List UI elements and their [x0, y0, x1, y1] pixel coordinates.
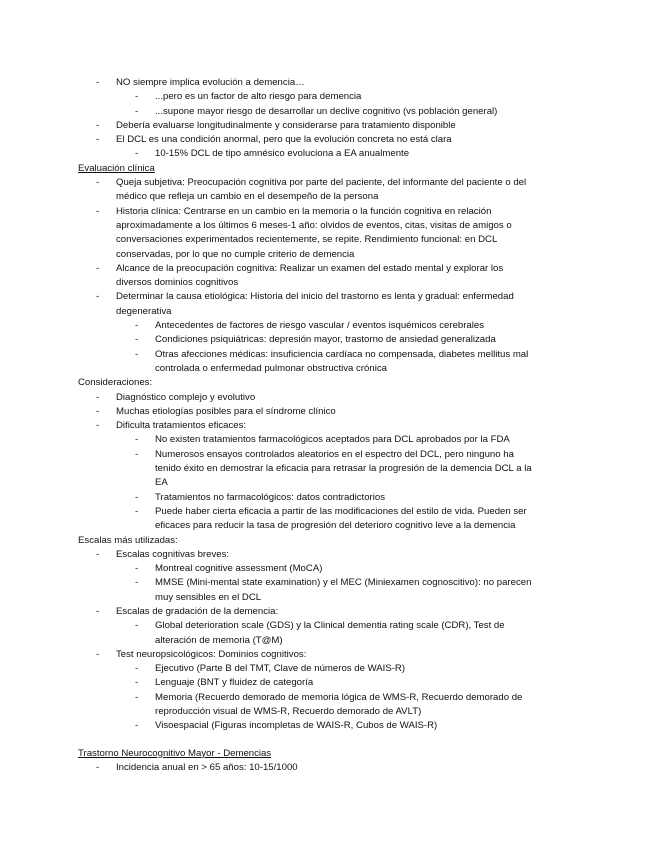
text-line [0, 348, 655, 362]
bullet-dash: - [135, 91, 139, 103]
bullet-dash: - [135, 563, 139, 575]
bullet-dash: - [135, 720, 139, 732]
bullet-dash: - [135, 148, 139, 160]
line-text: muy sensibles en el DCL [155, 591, 262, 603]
line-text: Muchas etiologías posibles para el síndrome clínico [116, 405, 336, 417]
line-text: conservadas, por lo que no cumple criterio de demencia [116, 248, 355, 260]
bullet-dash: - [96, 119, 100, 131]
line-text: Determinar la causa etiológica: Historia del inicio del trastorno es lenta y gradual: enfermedad [116, 291, 514, 303]
text-line [0, 76, 655, 90]
line-text: MMSE (Mini-mental state examination) y el MEC (Miniexamen cognoscitivo): no parecen [155, 577, 532, 589]
bullet-dash: - [135, 677, 139, 689]
text-line [0, 90, 655, 104]
text-line [0, 476, 655, 490]
line-text: Dificulta tratamientos eficaces: [116, 420, 247, 432]
line-text: Otras afecciones médicas: insuficiencia cardíaca no compensada, diabetes mellitus mal [155, 348, 529, 360]
bullet-dash: - [135, 620, 139, 632]
line-text: Montreal cognitive assessment (MoCA) [155, 563, 323, 575]
line-text: Condiciones psiquiátricas: depresión mayor, trastorno de ansiedad generalizada [155, 334, 496, 346]
line-text: controlada o enfermedad pulmonar obstructiva crónica [155, 362, 387, 374]
bullet-dash: - [96, 291, 100, 303]
line-text: Escalas de gradación de la demencia: [116, 605, 279, 617]
text-line [0, 176, 655, 190]
line-text: Antecedentes de factores de riesgo vascular / eventos isquémicos cerebrales [155, 320, 485, 332]
bullet-dash: - [135, 348, 139, 360]
bullet-dash: - [96, 77, 100, 88]
line-text: alteración de memoria (T@M) [155, 634, 283, 646]
text-line [0, 619, 655, 633]
text-line [0, 448, 655, 462]
line-text: ...pero es un factor de alto riesgo para demencia [155, 91, 362, 103]
line-text: Alcance de la preocupación cognitiva: Realizar un examen del estado mental y explorar los [116, 262, 504, 274]
line-text: Ejecutivo (Parte B del TMT, Clave de números de WAIS-R) [155, 663, 406, 675]
text-line [0, 305, 655, 319]
bullet-dash: - [96, 405, 100, 417]
line-text: No existen tratamientos farmacológicos aceptados para DCL aprobados por la FDA [155, 434, 510, 446]
document-page [0, 76, 655, 775]
text-line [0, 648, 655, 662]
text-line [0, 705, 655, 719]
text-line [0, 433, 655, 447]
bullet-dash: - [135, 434, 139, 446]
text-line [0, 548, 655, 562]
text-line [0, 519, 655, 533]
bullet-dash: - [96, 262, 100, 274]
text-line [0, 319, 655, 333]
bullet-dash: - [135, 491, 139, 503]
line-text: 10-15% DCL de tipo amnésico evoluciona a EA anualmente [155, 148, 410, 160]
line-text: Numerosos ensayos controlados aleatorios en el espectro del DCL, pero ninguno ha [155, 448, 514, 460]
line-text: aproximadamente a los últimos 6 meses-1 año: olvidos de eventos, citas, visitas de amigos o [116, 219, 512, 231]
line-text: NO siempre implica evolución a demencia… [116, 77, 305, 88]
section-heading [0, 162, 655, 176]
line-text: Incidencia anual en > 65 años: 10-15/1000 [116, 761, 298, 773]
text-line [0, 634, 655, 648]
bullet-dash: - [135, 448, 139, 460]
line-text: reproducción visual de WMS-R, Recuerdo demorado de AVLT) [155, 706, 422, 718]
text-line [0, 248, 655, 262]
text-line [0, 676, 655, 690]
line-text: Historia clínica: Centrarse en un cambio en la memoria o la función cognitiva en relación [116, 205, 492, 217]
line-text: eficaces para reducir la tasa de progresión del deterioro cognitivo leve a la demencia [155, 520, 516, 532]
text-line [0, 691, 655, 705]
text-line [0, 190, 655, 204]
spacer [0, 734, 655, 747]
line-text: Global deterioration scale (GDS) y la Clinical dementia rating scale (CDR), Test de [155, 620, 505, 632]
text-line [0, 205, 655, 219]
line-text: conversaciones experimentados recientemente, se repite. Rendimiento funcional: en DCL [116, 234, 498, 246]
bullet-dash: - [96, 134, 100, 146]
line-text: diversos dominios cognitivos [116, 277, 239, 289]
text-line [0, 147, 655, 161]
bullet-dash: - [96, 205, 100, 217]
bullet-dash: - [135, 691, 139, 703]
line-text: Escalas cognitivas breves: [116, 548, 230, 560]
text-line [0, 333, 655, 347]
line-text: degenerativa [116, 305, 172, 317]
text-line [0, 276, 655, 290]
text-line [0, 534, 655, 548]
text-line [0, 462, 655, 476]
line-text: Test neuropsicológicos: Dominios cognitivos: [116, 648, 307, 660]
text-line [0, 391, 655, 405]
text-line [0, 761, 655, 775]
line-text: Lenguaje (BNT y fluidez de categoría [155, 677, 314, 689]
text-line [0, 405, 655, 419]
line-text: Puede haber cierta eficacia a partir de las modificaciones del estilo de vida. Pueden ser [155, 505, 527, 517]
text-line [0, 362, 655, 376]
bullet-dash: - [135, 577, 139, 589]
text-line [0, 262, 655, 276]
bullet-dash: - [96, 761, 100, 773]
text-line [0, 576, 655, 590]
line-text: Escalas más utilizadas: [78, 534, 178, 546]
line-text: Consideraciones: [78, 377, 153, 389]
bullet-dash: - [135, 320, 139, 332]
text-line [0, 491, 655, 505]
bullet-dash: - [96, 177, 100, 189]
line-text: ...supone mayor riesgo de desarrollar un declive cognitivo (vs población general) [155, 105, 498, 117]
bullet-dash: - [135, 334, 139, 346]
text-line [0, 290, 655, 304]
line-text: tenido éxito en demostrar la eficacia para retrasar la progresión de la demencia DCL a la [155, 463, 532, 475]
text-line [0, 133, 655, 147]
line-text: Evaluación clínica [78, 162, 155, 174]
text-line [0, 376, 655, 390]
text-line [0, 562, 655, 576]
line-text: Queja subjetiva: Preocupación cognitiva por parte del paciente, del informante del paciente o del [116, 177, 527, 189]
bullet-dash: - [96, 391, 100, 403]
line-text: Tratamientos no farmacológicos: datos contradictorios [155, 491, 386, 503]
text-line [0, 119, 655, 133]
text-line [0, 419, 655, 433]
line-text: Diagnóstico complejo y evolutivo [116, 391, 256, 403]
bullet-dash: - [135, 505, 139, 517]
line-text: Memoria (Recuerdo demorado de memoria lógica de WMS-R, Recuerdo demorado de [155, 691, 523, 703]
text-line [0, 219, 655, 233]
bullet-dash: - [135, 663, 139, 675]
section-heading [0, 747, 655, 761]
line-text: Visoespacial (Figuras incompletas de WAIS-R, Cubos de WAIS-R) [155, 720, 438, 732]
bullet-dash: - [135, 105, 139, 117]
text-line [0, 105, 655, 119]
line-text: EA [155, 477, 168, 489]
line-text: Trastorno Neurocognitivo Mayor - Demencias [78, 747, 272, 759]
line-text: médico que refleja un cambio en el desempeño de la persona [116, 191, 379, 203]
bullet-dash: - [96, 420, 100, 432]
line-text: Debería evaluarse longitudinalmente y considerarse para tratamiento disponible [116, 119, 456, 131]
bullet-dash: - [96, 548, 100, 560]
text-line [0, 233, 655, 247]
bullet-dash: - [96, 648, 100, 660]
text-line [0, 605, 655, 619]
text-line [0, 662, 655, 676]
text-line [0, 719, 655, 733]
text-line [0, 505, 655, 519]
line-text: El DCL es una condición anormal, pero que la evolución concreta no está clara [116, 134, 452, 146]
bullet-dash: - [96, 605, 100, 617]
text-line [0, 591, 655, 605]
